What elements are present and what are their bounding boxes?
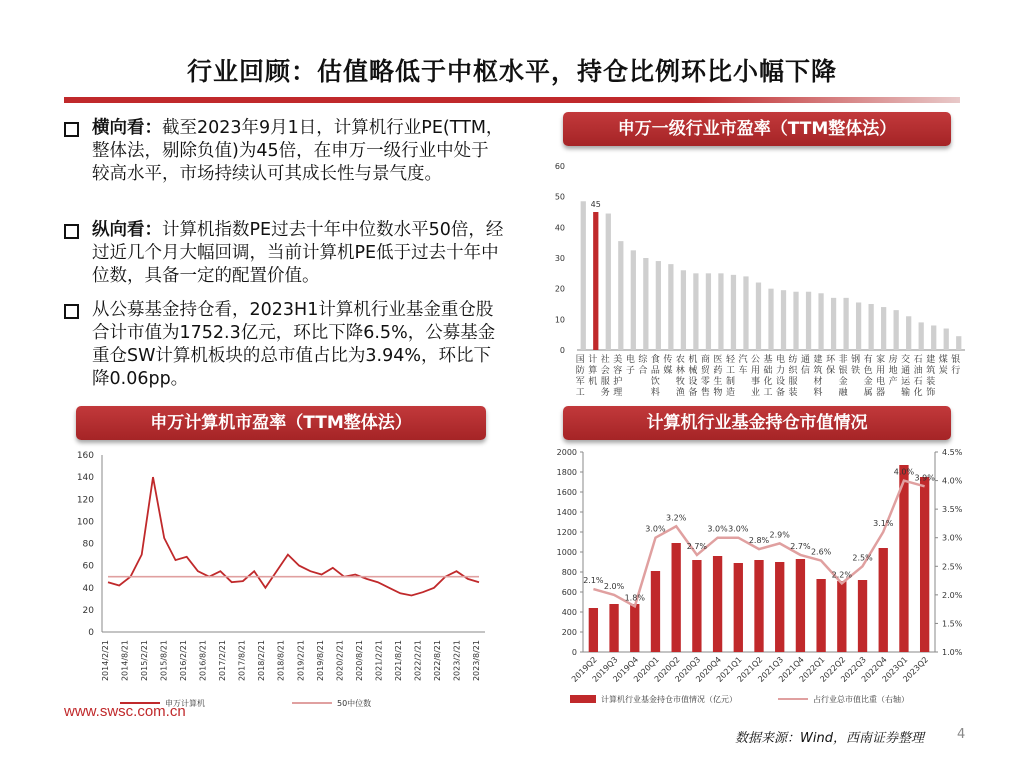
x-tick-char: 算 [588, 366, 598, 376]
x-tick-label: 2016/2/21 [179, 640, 189, 682]
x-tick-char: 银 [838, 366, 848, 376]
x-tick-char: 计 [588, 355, 598, 365]
x-tick-char: 商 [700, 355, 710, 365]
y-tick-label: 0 [88, 628, 94, 638]
line-data-label: 2.2% [831, 570, 852, 580]
x-tick-char: 工 [575, 388, 585, 398]
line-data-label: 3.1% [873, 519, 894, 528]
bar-纺织服装 [793, 292, 798, 350]
x-tick-char: 电 [876, 377, 886, 387]
x-tick-char: 交 [901, 355, 911, 365]
x-tick-label: 2020/8/21 [354, 640, 364, 682]
line-data-label: 2.6% [810, 547, 832, 557]
y2-tick-label: 3.0% [942, 533, 963, 543]
page-title: 行业回顾：估值略低于中枢水平，持仓比例环比小幅下降 [186, 57, 837, 86]
x-tick-char: 运 [901, 377, 911, 387]
x-tick-char: 汽 [738, 355, 748, 365]
x-tick-label: 2022/8/21 [432, 640, 442, 682]
x-tick-char: 建 [813, 355, 823, 365]
x-tick-label: 2023Q1 [880, 655, 910, 684]
line-data-label: 3.0% [645, 524, 666, 534]
x-tick-label: 2021/2/21 [374, 640, 384, 682]
x-tick-char: 织 [788, 366, 798, 376]
y-tick-label: 1800 [556, 468, 577, 477]
site-url[interactable]: www.swsc.com.cn [64, 703, 186, 720]
x-tick-label: 2021Q3 [756, 655, 786, 684]
y-tick-label: 1200 [556, 528, 577, 537]
x-tick-char: 家 [876, 355, 886, 365]
x-tick-label: 2021Q4 [777, 655, 806, 684]
bar-国防军工 [581, 201, 586, 350]
y-tick-label: 0 [571, 648, 577, 657]
x-tick-char: 机 [588, 377, 598, 387]
x-tick-char: 车 [738, 366, 748, 376]
y2-tick-label: 2.0% [942, 590, 963, 600]
y-tick-label: 160 [76, 451, 94, 461]
x-tick-char: 房 [888, 355, 898, 365]
x-tick-char: 工 [725, 366, 735, 376]
checkbox-square-icon [64, 122, 79, 137]
legend-swatch-bars [570, 695, 596, 703]
line-data-label: 4.0% [893, 467, 915, 477]
legend-label: 申万计算机 [165, 699, 205, 708]
bullet-vertical [64, 219, 504, 288]
x-tick-label: 2015/2/21 [140, 640, 150, 682]
x-tick-char: 造 [725, 388, 735, 398]
line-data-label: 2.8% [748, 536, 770, 546]
bar-汽车 [743, 276, 748, 350]
x-tick-char: 机 [688, 355, 698, 365]
x-tick-char: 石 [913, 377, 923, 387]
bar-2021Q4 [796, 559, 805, 652]
x-tick-char: 理 [613, 388, 623, 398]
y-tick-label: 1400 [556, 508, 577, 517]
y-tick-label: 30 [554, 254, 565, 263]
x-tick-label: 2014/8/21 [120, 640, 130, 682]
x-tick-char: 零 [700, 377, 710, 387]
x-tick-label: 2020/2/21 [335, 640, 345, 682]
x-tick-char: 用 [876, 366, 886, 376]
x-tick-char: 售 [700, 388, 710, 398]
x-tick-label: 2020Q3 [673, 655, 703, 684]
bar-房地产 [894, 310, 899, 350]
y2-tick-label: 1.0% [942, 648, 963, 657]
x-tick-char: 电 [625, 355, 635, 365]
x-tick-char: 防 [575, 366, 585, 376]
x-tick-char: 通 [901, 366, 911, 376]
x-tick-char: 生 [713, 377, 723, 387]
bar-轻工制造 [731, 275, 736, 350]
x-tick-label: 2023/8/21 [472, 640, 481, 682]
line-data-label: 2.0% [603, 581, 625, 591]
bar-2022Q4 [879, 548, 888, 652]
bar-医药生物 [718, 273, 723, 350]
x-tick-label: 2019/2/21 [296, 640, 306, 682]
legend-label: 占行业总市值比重（右轴） [813, 695, 909, 704]
x-tick-label: 2018/8/21 [276, 640, 286, 682]
x-tick-char: 药 [713, 366, 723, 376]
x-tick-char: 煤 [938, 355, 948, 365]
x-tick-char: 材 [813, 377, 823, 387]
bar-电子 [631, 250, 636, 350]
x-tick-label: 2016/8/21 [198, 640, 208, 682]
x-tick-char: 林 [675, 366, 685, 376]
x-tick-char: 会 [600, 366, 610, 376]
bullet-fund [64, 299, 504, 391]
x-tick-char: 合 [638, 366, 648, 376]
bar-电力设备 [781, 290, 786, 350]
x-tick-char: 力 [776, 366, 786, 376]
x-tick-char: 筑 [813, 366, 823, 376]
x-tick-label: 2022Q1 [797, 655, 827, 684]
x-tick-char: 础 [763, 366, 773, 376]
x-tick-label: 2023/2/21 [452, 640, 462, 682]
x-tick-char: 融 [838, 388, 848, 398]
bar-交通运输 [906, 316, 911, 350]
checkbox-square-icon [64, 224, 79, 239]
checkbox-square-icon [64, 304, 79, 319]
x-tick-char: 传 [663, 355, 673, 365]
x-tick-label: 2014/2/21 [101, 640, 110, 682]
x-tick-char: 化 [913, 388, 923, 398]
y-tick-label: 20 [554, 284, 565, 294]
bar-钢铁 [856, 302, 861, 350]
bar-2020Q3 [692, 560, 701, 652]
x-tick-char: 制 [725, 377, 735, 387]
x-tick-char: 通 [801, 355, 811, 365]
y-tick-label: 100 [76, 517, 94, 528]
bar-data-label: 45 [590, 200, 601, 209]
y-tick-label: 60 [554, 162, 565, 171]
bar-2021Q2 [754, 560, 763, 652]
y-tick-label: 50 [554, 192, 565, 202]
line-data-label: 3.0% [707, 524, 728, 534]
bullet-text: 计算机指数PE过去十年中位数水平50倍，经过近几个月大幅回调，当前计算机PE低于过去十年中位数，具备一定的配置价值。 [92, 220, 504, 286]
bar-煤炭 [944, 329, 949, 350]
x-tick-char: 综 [638, 355, 648, 365]
x-tick-label: 2022Q3 [839, 655, 868, 684]
bar-社会服务 [606, 214, 611, 350]
line-data-label: 3.0% [728, 524, 749, 534]
bar-2019Q2 [589, 608, 598, 652]
bar-2019Q3 [609, 604, 618, 652]
x-tick-char: 容 [613, 366, 623, 376]
x-tick-char: 服 [788, 377, 798, 387]
x-tick-char: 备 [776, 388, 786, 398]
x-tick-label: 2019Q3 [590, 655, 620, 684]
x-tick-char: 银 [951, 355, 961, 365]
bar-2020Q2 [672, 543, 681, 652]
x-tick-char: 用 [750, 366, 760, 376]
bar-2020Q1 [651, 571, 660, 652]
page-number: 4 [957, 727, 966, 742]
x-tick-char: 医 [713, 355, 723, 365]
x-tick-char: 农 [675, 355, 685, 365]
y-tick-label: 10 [554, 315, 565, 325]
computer-pe-line-chart [60, 440, 500, 716]
line-data-label: 2.5% [852, 553, 873, 563]
bar-综合 [643, 258, 648, 350]
x-tick-label: 2021/8/21 [393, 640, 403, 682]
x-tick-char: 械 [688, 366, 698, 376]
x-tick-char: 轻 [725, 355, 735, 365]
bar-2023Q2 [920, 477, 929, 652]
x-tick-label: 2022/2/21 [413, 640, 423, 682]
bar-建筑材料 [818, 293, 823, 350]
bullet-horizontal [64, 117, 504, 186]
x-tick-char: 料 [813, 388, 823, 398]
x-tick-label: 2023Q2 [901, 655, 931, 684]
x-tick-label: 2022Q4 [859, 655, 889, 684]
x-tick-char: 国 [575, 355, 585, 365]
x-tick-label: 2020Q4 [694, 655, 724, 684]
bar-家用电器 [881, 307, 886, 350]
bar-2022Q1 [816, 579, 825, 652]
x-tick-char: 筑 [926, 366, 936, 376]
x-tick-char: 产 [888, 377, 898, 387]
x-tick-char: 纺 [788, 355, 798, 365]
fund-holding-combo-chart [545, 440, 975, 716]
x-tick-char: 媒 [663, 366, 673, 376]
chart-banner-computer-pe: 申万计算机市盈率（TTM整体法） [76, 406, 486, 440]
x-tick-char: 渔 [675, 388, 685, 398]
x-tick-char: 工 [763, 388, 773, 398]
x-tick-char: 护 [613, 377, 623, 387]
x-tick-label: 2020Q1 [632, 655, 661, 684]
y-tick-label: 40 [82, 583, 94, 594]
industry-pe-bar-chart [545, 155, 970, 400]
line-data-label: 1.8% [624, 593, 645, 603]
y-tick-label: 1000 [556, 548, 577, 557]
x-tick-label: 2019Q4 [611, 655, 641, 684]
y-tick-label: 200 [561, 628, 577, 637]
bar-有色金属 [869, 304, 874, 350]
bullet-lead: 横向看： [92, 118, 162, 138]
bar-2023Q1 [899, 465, 908, 652]
line-data-label: 2.1% [583, 576, 604, 586]
x-tick-char: 品 [650, 366, 660, 376]
x-tick-char: 行 [951, 366, 961, 376]
x-tick-char: 建 [926, 355, 936, 365]
x-tick-char: 军 [575, 377, 585, 387]
bar-2019Q4 [630, 604, 639, 652]
y-tick-label: 400 [561, 608, 577, 617]
x-tick-char: 子 [625, 366, 635, 376]
x-tick-char: 事 [750, 377, 760, 387]
bar-食品饮料 [656, 261, 661, 350]
x-tick-char: 化 [763, 377, 773, 387]
x-tick-char: 金 [863, 377, 873, 387]
bar-建筑装饰 [931, 325, 936, 350]
y2-tick-label: 4.0% [942, 476, 963, 486]
x-tick-char: 地 [888, 366, 898, 376]
x-tick-char: 油 [913, 366, 923, 376]
bar-2021Q1 [734, 563, 743, 652]
x-tick-char: 属 [863, 388, 873, 398]
x-tick-label: 2018/2/21 [257, 640, 267, 682]
x-tick-char: 非 [838, 355, 848, 365]
x-tick-char: 设 [688, 377, 698, 387]
y-tick-label: 2000 [556, 448, 577, 457]
x-tick-char: 金 [838, 377, 848, 387]
x-tick-char: 食 [650, 355, 660, 365]
x-tick-char: 炭 [938, 366, 948, 376]
bar-传媒 [668, 264, 673, 350]
legend-label: 50中位数 [337, 699, 372, 708]
source-note: 数据来源：Wind，西南证券整理 [735, 731, 924, 746]
x-tick-char: 料 [650, 388, 660, 398]
x-tick-char: 饮 [650, 377, 660, 387]
x-tick-char: 备 [688, 388, 698, 398]
bar-基础化工 [768, 289, 773, 350]
bullet-lead: 纵向看： [92, 220, 162, 240]
x-tick-label: 2019Q2 [569, 655, 599, 684]
title-rule [64, 97, 960, 103]
line-data-label: 2.7% [790, 541, 811, 551]
bar-机械设备 [693, 273, 698, 350]
bar-石油石化 [919, 322, 924, 350]
bar-2021Q3 [775, 562, 784, 652]
bar-2020Q4 [713, 556, 722, 652]
legend-label: 计算机行业基金持仓市值情况（亿元） [601, 695, 737, 704]
y-tick-label: 80 [82, 539, 94, 550]
x-tick-label: 2021Q2 [735, 655, 765, 684]
x-tick-char: 设 [776, 377, 786, 387]
bar-2022Q2 [837, 581, 846, 652]
x-tick-char: 信 [801, 366, 811, 376]
bar-公用事业 [756, 283, 761, 350]
x-tick-char: 物 [713, 388, 723, 398]
x-tick-label: 2019/8/21 [315, 640, 325, 682]
x-tick-char: 保 [826, 366, 836, 376]
x-tick-char: 美 [613, 355, 623, 365]
x-tick-label: 2022Q2 [818, 655, 848, 684]
x-tick-char: 公 [750, 355, 760, 365]
bullet-text: 截至2023年9月1日，计算机行业PE(TTM，整体法，剔除负值)为45倍，在申万一级行业中处于较高水平，市场持续认可其成长性与景气度。 [92, 118, 504, 184]
y-tick-label: 0 [559, 346, 565, 355]
chart-banner-industry-pe: 申万一级行业市盈率（TTM整体法） [563, 112, 951, 146]
x-tick-label: 2017/2/21 [218, 640, 228, 682]
x-tick-char: 铁 [851, 366, 861, 376]
x-tick-label: 2020Q2 [652, 655, 682, 684]
bar-通信 [806, 292, 811, 350]
bar-美容护理 [618, 241, 623, 350]
series-line-computer-pe [108, 477, 479, 595]
x-tick-char: 装 [788, 388, 798, 398]
bar-银行 [956, 336, 961, 350]
y-tick-label: 800 [561, 568, 577, 577]
line-data-label: 3.9% [914, 473, 935, 483]
x-tick-char: 社 [600, 355, 610, 365]
line-data-label: 3.2% [666, 513, 687, 523]
bar-非银金融 [843, 298, 848, 350]
bar-2022Q3 [858, 580, 867, 652]
y-tick-label: 600 [561, 588, 577, 597]
y-tick-label: 140 [76, 473, 94, 484]
line-data-label: 2.9% [769, 530, 790, 540]
x-tick-char: 贸 [700, 366, 710, 376]
bar-商贸零售 [706, 273, 711, 350]
x-tick-char: 器 [876, 388, 886, 398]
x-tick-label: 2021Q1 [714, 655, 744, 684]
y-tick-label: 20 [82, 605, 94, 616]
x-tick-char: 装 [926, 377, 936, 387]
x-tick-char: 钢 [851, 355, 861, 365]
x-tick-label: 2017/8/21 [237, 640, 247, 682]
x-tick-char: 输 [901, 388, 911, 398]
x-tick-char: 有 [863, 355, 873, 365]
bar-农林牧渔 [681, 270, 686, 350]
x-tick-char: 服 [600, 377, 610, 387]
x-tick-char: 石 [913, 355, 923, 365]
y-tick-label: 60 [82, 561, 94, 572]
chart-banner-fund-holding: 计算机行业基金持仓市值情况 [563, 406, 951, 440]
x-tick-char: 色 [863, 366, 873, 376]
x-tick-char: 基 [763, 355, 773, 365]
line-data-label: 2.7% [686, 541, 708, 551]
x-tick-char: 饰 [926, 388, 936, 398]
x-tick-label: 2015/8/21 [159, 640, 169, 682]
x-tick-char: 务 [600, 388, 610, 398]
y-tick-label: 120 [76, 495, 94, 506]
y2-tick-label: 4.5% [942, 448, 963, 457]
y2-tick-label: 1.5% [942, 619, 963, 629]
bullet-text: 从公募基金持仓看，2023H1计算机行业基金重仓股合计市值为1752.3亿元，环比下降6.5%，公募基金重仓SW计算机板块的总市值占比为3.94%，环比下降0.06pp。 [92, 300, 496, 389]
x-tick-char: 牧 [675, 377, 685, 387]
y-tick-label: 1600 [556, 488, 577, 497]
y2-tick-label: 3.5% [942, 505, 963, 515]
y-tick-label: 40 [554, 223, 565, 233]
y2-tick-label: 2.5% [942, 562, 963, 572]
x-tick-char: 电 [776, 355, 786, 365]
bar-计算机 [593, 212, 598, 350]
x-tick-char: 业 [750, 388, 760, 398]
bar-环保 [831, 298, 836, 350]
x-tick-char: 环 [826, 355, 836, 365]
